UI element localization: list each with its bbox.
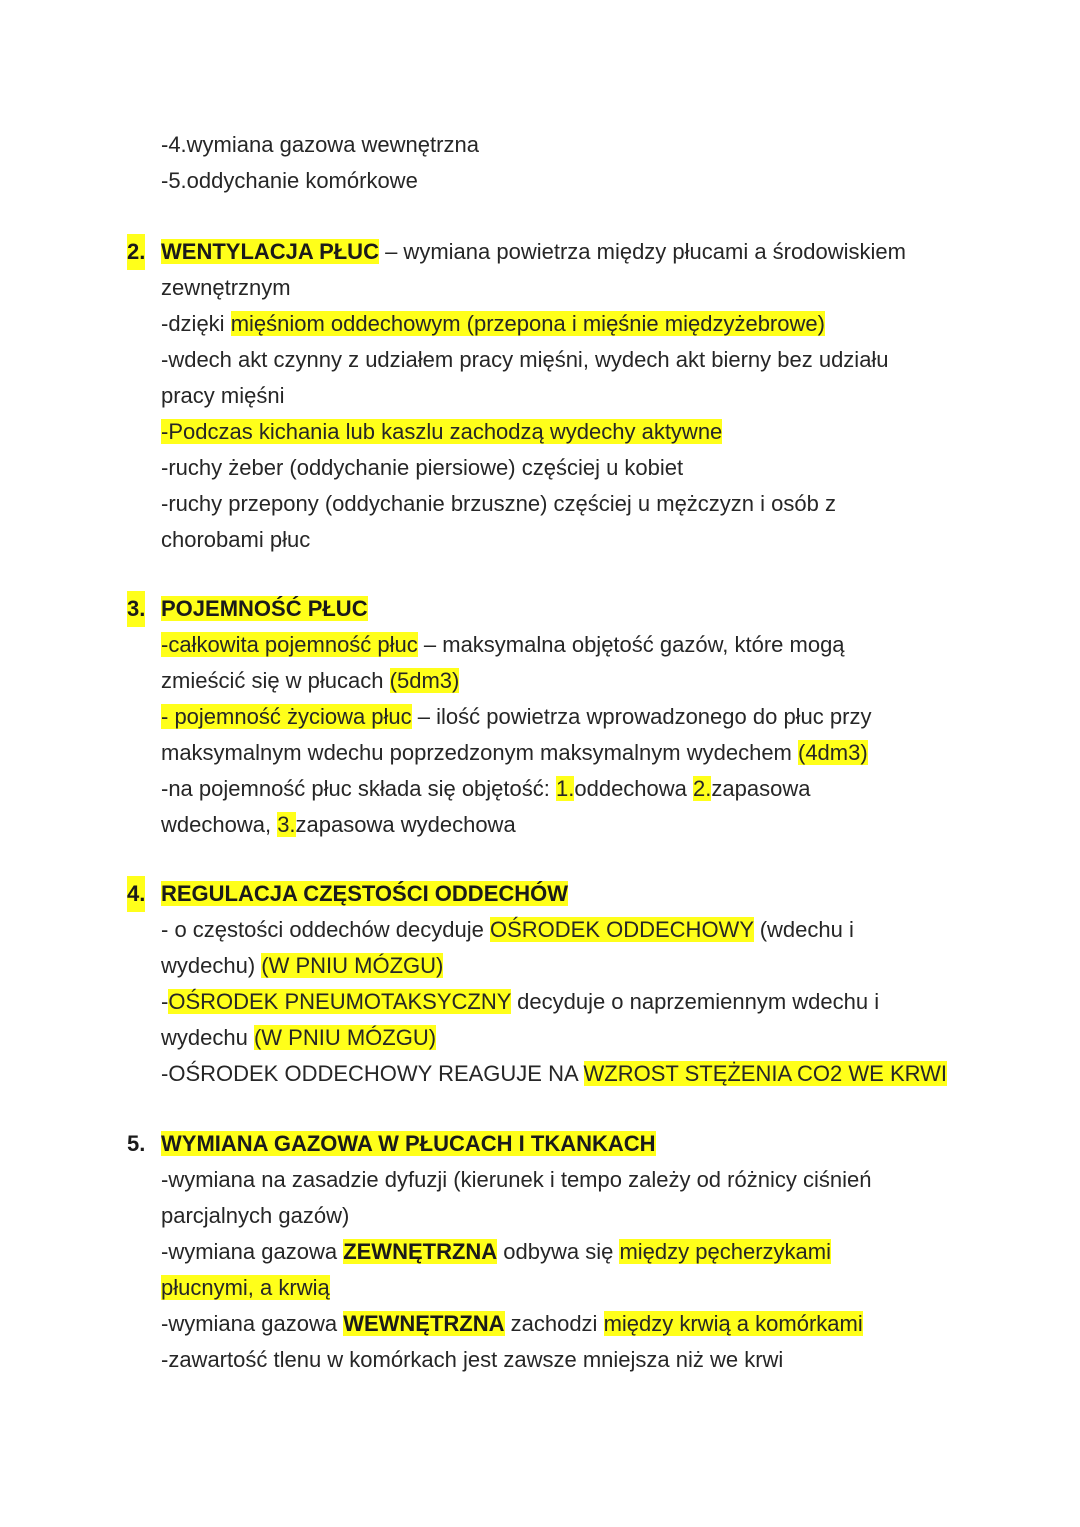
section-2-line-2-highlight: mięśniom oddechowym (przepona i mięśnie międzyżebrowe) (230, 311, 825, 336)
section-2-line-4 (161, 414, 722, 450)
section-5-line-4 (161, 1306, 863, 1342)
section-3-line-6-mark-3: 3. (277, 812, 296, 837)
section-5-heading (161, 1126, 656, 1162)
section-4-line-3 (161, 984, 879, 1020)
section-3-line-1-text: – maksymalna objętość gazów, które mogą (417, 632, 845, 657)
section-3-heading (161, 591, 368, 627)
section-3-line-4-highlight: (4dm3) (798, 740, 868, 765)
section-3-line-5-text-a: -na pojemność płuc składa się objętość: (161, 776, 556, 801)
section-3-line-1-highlight: -całkowita pojemność płuc (161, 632, 418, 657)
section-3-number: 3. (127, 591, 145, 627)
section-4-line-5 (161, 1056, 947, 1092)
section-2-definition: – wymiana powietrza między płucami a środowiskiem (378, 239, 906, 264)
section-3-line-3 (161, 699, 871, 735)
section-3-line-2-text: zmieścić się w płucach (161, 668, 390, 693)
intro-line-2-text: -5.oddychanie komórkowe (161, 168, 418, 193)
section-5-line-4-text-a: -wymiana gazowa (161, 1311, 344, 1336)
section-2-line-1b (161, 270, 291, 306)
section-5-line-5-text: -zawartość tlenu w komórkach jest zawsze mniejsza niż we krwi (161, 1347, 784, 1372)
section-5-line-1b-text: parcjalnych gazów) (161, 1203, 350, 1228)
section-2-line-3-text: -wdech akt czynny z udziałem pracy mięśni, wydech akt bierny bez udziału (161, 347, 889, 372)
section-2-line-1b-text: zewnętrznym (161, 275, 291, 300)
section-5-line-3-highlight: płucnymi, a krwią (161, 1275, 330, 1300)
section-2-line-4-highlight: Podczas kichania lub kaszlu zachodzą wydechy aktywne (168, 419, 723, 444)
section-3-line-4 (161, 735, 868, 771)
section-4-line-4-text: wydechu (161, 1025, 254, 1050)
section-4-line-5-highlight: WZROST STĘŻENIA CO2 WE KRWI (583, 1061, 947, 1086)
section-3-line-5 (161, 771, 810, 807)
section-5-line-4-text-b: zachodzi (504, 1311, 604, 1336)
section-3-line-2-highlight: (5dm3) (389, 668, 460, 693)
section-5-line-2-highlight: ZEWNĘTRZNA (343, 1239, 498, 1264)
section-4-line-1-text-b: (wdechu i (753, 917, 854, 942)
section-4-number: 4. (127, 876, 145, 912)
section-4-line-2 (161, 948, 443, 984)
section-5-line-2 (161, 1234, 831, 1270)
section-3-line-3-text: – ilość powietrza wprowadzonego do płuc przy (411, 704, 872, 729)
section-2-heading (161, 234, 906, 270)
section-4-line-1-text-a: - o częstości oddechów decyduje (161, 917, 490, 942)
section-2-line-5 (161, 450, 683, 486)
section-4-line-2-highlight: (W PNIU MÓZGU) (261, 953, 444, 978)
section-2-line-5-text: -ruchy żeber (oddychanie piersiowe) częściej u kobiet (161, 455, 684, 480)
section-5-title: WYMIANA GAZOWA W PŁUCACH I TKANKACH (161, 1131, 656, 1156)
section-2-line-3b (161, 378, 284, 414)
section-2-line-2-text: -dzięki (161, 311, 231, 336)
section-3-line-2 (161, 663, 459, 699)
section-3-line-4-text: maksymalnym wdechu poprzedzonym maksymalnym wydechem (161, 740, 798, 765)
section-4-line-2-text: wydechu) (161, 953, 262, 978)
section-4-line-3-highlight: OŚRODEK PNEUMOTAKSYCZNY (168, 989, 512, 1014)
section-3-line-6-text-a: wdechowa, (161, 812, 278, 837)
section-2-line-6b (161, 522, 310, 558)
section-5-line-1 (161, 1162, 871, 1198)
section-5-line-4-highlight: WEWNĘTRZNA (343, 1311, 505, 1336)
section-4-line-3-text: decyduje o naprzemiennym wdechu i (511, 989, 880, 1014)
section-2-title: WENTYLACJA PŁUC (161, 239, 379, 264)
section-4-title: REGULACJA CZĘSTOŚCI ODDECHÓW (161, 881, 569, 906)
section-4-line-1 (161, 912, 854, 948)
section-4-heading (161, 876, 568, 912)
section-5-line-2-highlight-2: między pęcherzykami (619, 1239, 831, 1264)
section-5-number: 5. (127, 1131, 146, 1156)
section-5-line-1-text: -wymiana na zasadzie dyfuzji (kierunek i tempo zależy od różnicy ciśnień (161, 1167, 872, 1192)
section-3-line-5-mark-1: 1. (556, 776, 575, 801)
section-2-line-3b-text: pracy mięśni (161, 383, 285, 408)
section-3-line-5-mark-2: 2. (693, 776, 712, 801)
section-2-line-4-dash: - (161, 419, 169, 444)
section-3-line-5-text-c: zapasowa (711, 776, 811, 801)
section-5-line-2-text-b: odbywa się (497, 1239, 620, 1264)
section-2-line-2 (161, 306, 825, 342)
section-5-line-5 (161, 1342, 783, 1378)
section-2-line-3 (161, 342, 889, 378)
intro-line-1-text: -4.wymiana gazowa wewnętrzna (161, 132, 479, 157)
section-4-line-5-text: -OŚRODEK ODDECHOWY REAGUJE NA (161, 1061, 584, 1086)
section-3-line-3-highlight: - pojemność życiowa płuc (161, 704, 412, 729)
section-5-line-1b (161, 1198, 349, 1234)
section-4-line-4-highlight: (W PNIU MÓZGU) (253, 1025, 437, 1050)
section-5-line-4-highlight-2: między krwią a komórkami (603, 1311, 863, 1336)
intro-line-1 (161, 127, 479, 163)
section-4-line-4 (161, 1020, 436, 1056)
section-3-line-5-text-b: oddechowa (574, 776, 694, 801)
section-2-line-6b-text: chorobami płuc (161, 527, 311, 552)
section-4-line-1-highlight: OŚRODEK ODDECHOWY (489, 917, 754, 942)
section-3-title: POJEMNOŚĆ PŁUC (161, 596, 368, 621)
section-5-line-2-text-a: -wymiana gazowa (161, 1239, 344, 1264)
intro-line-2 (161, 163, 418, 199)
section-4-line-3-dash: - (161, 989, 169, 1014)
section-3-line-6 (161, 807, 516, 843)
section-2-number: 2. (127, 234, 145, 270)
section-2-line-6 (161, 486, 836, 522)
section-5-line-3 (161, 1270, 330, 1306)
section-3-line-1 (161, 627, 845, 663)
section-3-line-6-text-b: zapasowa wydechowa (295, 812, 516, 837)
section-2-line-6-text: -ruchy przepony (oddychanie brzuszne) częściej u mężczyzn i osób z (161, 491, 836, 516)
